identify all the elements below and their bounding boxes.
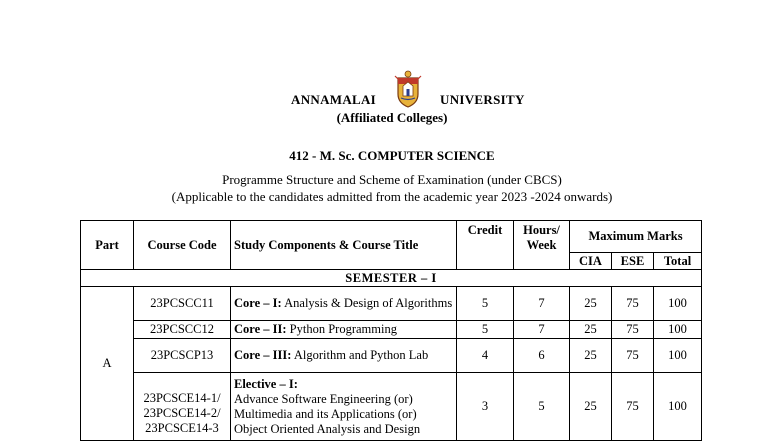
elective-codes bbox=[134, 373, 231, 441]
header-course-code: Course Code bbox=[134, 221, 231, 270]
course-type: Core – II: bbox=[234, 322, 287, 336]
scheme-table bbox=[80, 220, 702, 441]
course-name: Analysis & Design of Algorithms bbox=[281, 296, 453, 310]
table-row bbox=[81, 321, 702, 339]
header-hours-line1: Hours/ bbox=[523, 223, 560, 237]
hours-value: 5 bbox=[514, 373, 570, 441]
ese-value: 75 bbox=[612, 339, 654, 373]
total-value: 100 bbox=[654, 373, 702, 441]
course-name: Python Programming bbox=[286, 322, 397, 336]
university-name-left: ANNAMALAI bbox=[291, 92, 377, 107]
hours-value: 7 bbox=[514, 321, 570, 339]
table-row bbox=[81, 339, 702, 373]
course-title bbox=[231, 339, 457, 373]
header-total: Total bbox=[654, 253, 702, 270]
elective-code: 23PCSCE14-2/ bbox=[143, 406, 221, 420]
cia-value: 25 bbox=[570, 321, 612, 339]
course-title bbox=[231, 287, 457, 321]
ese-value: 75 bbox=[612, 287, 654, 321]
table-row-elective bbox=[81, 373, 702, 441]
elective-option: Object Oriented Analysis and Design bbox=[234, 421, 421, 436]
ese-value: 75 bbox=[612, 321, 654, 339]
hours-value: 6 bbox=[514, 339, 570, 373]
applicability-line: (Applicable to the candidates admitted from the academic year 2023 -2024 onwards) bbox=[171, 189, 613, 204]
course-code: 23PCSCP13 bbox=[134, 339, 231, 373]
university-name-right: UNIVERSITY bbox=[440, 92, 525, 107]
table-row bbox=[81, 287, 702, 321]
affiliation-subtitle: (Affiliated Colleges) bbox=[336, 110, 448, 125]
course-code: 23PCSCC11 bbox=[134, 287, 231, 321]
total-value: 100 bbox=[654, 287, 702, 321]
structure-line: Programme Structure and Scheme of Examination (under CBCS) bbox=[222, 172, 562, 187]
ese-value: 75 bbox=[612, 373, 654, 441]
credit-value: 4 bbox=[457, 339, 514, 373]
header-study-components: Study Components & Course Title bbox=[231, 221, 457, 270]
programme-title: 412 - M. Sc. COMPUTER SCIENCE bbox=[289, 148, 495, 163]
header-row bbox=[81, 221, 702, 253]
semester-label: SEMESTER – I bbox=[81, 270, 702, 287]
elective-code: 23PCSCE14-3 bbox=[145, 421, 219, 435]
total-value: 100 bbox=[654, 339, 702, 373]
credit-value: 5 bbox=[457, 321, 514, 339]
semester-row bbox=[81, 270, 702, 287]
cia-value: 25 bbox=[570, 287, 612, 321]
course-code: 23PCSCC12 bbox=[134, 321, 231, 339]
header-part: Part bbox=[81, 221, 134, 270]
header-cia: CIA bbox=[570, 253, 612, 270]
course-name: Algorithm and Python Lab bbox=[291, 348, 429, 362]
course-type: Core – I: bbox=[234, 296, 282, 310]
elective-code: 23PCSCE14-1/ bbox=[143, 391, 221, 405]
cia-value: 25 bbox=[570, 373, 612, 441]
part-value: A bbox=[81, 287, 134, 441]
university-emblem-icon bbox=[394, 70, 422, 108]
header-hours bbox=[514, 221, 570, 270]
hours-value: 7 bbox=[514, 287, 570, 321]
elective-option: Multimedia and its Applications (or) bbox=[234, 406, 417, 421]
course-title bbox=[231, 321, 457, 339]
cia-value: 25 bbox=[570, 339, 612, 373]
credit-value: 5 bbox=[457, 287, 514, 321]
header-max-marks: Maximum Marks bbox=[570, 221, 702, 253]
elective-type: Elective – I: bbox=[234, 376, 298, 391]
header-hours-line2: Week bbox=[526, 238, 557, 252]
course-type: Core – III: bbox=[234, 348, 292, 362]
header-ese: ESE bbox=[612, 253, 654, 270]
header-credit: Credit bbox=[457, 221, 514, 270]
elective-title bbox=[231, 373, 457, 441]
elective-option: Advance Software Engineering (or) bbox=[234, 391, 413, 406]
total-value: 100 bbox=[654, 321, 702, 339]
credit-value: 3 bbox=[457, 373, 514, 441]
